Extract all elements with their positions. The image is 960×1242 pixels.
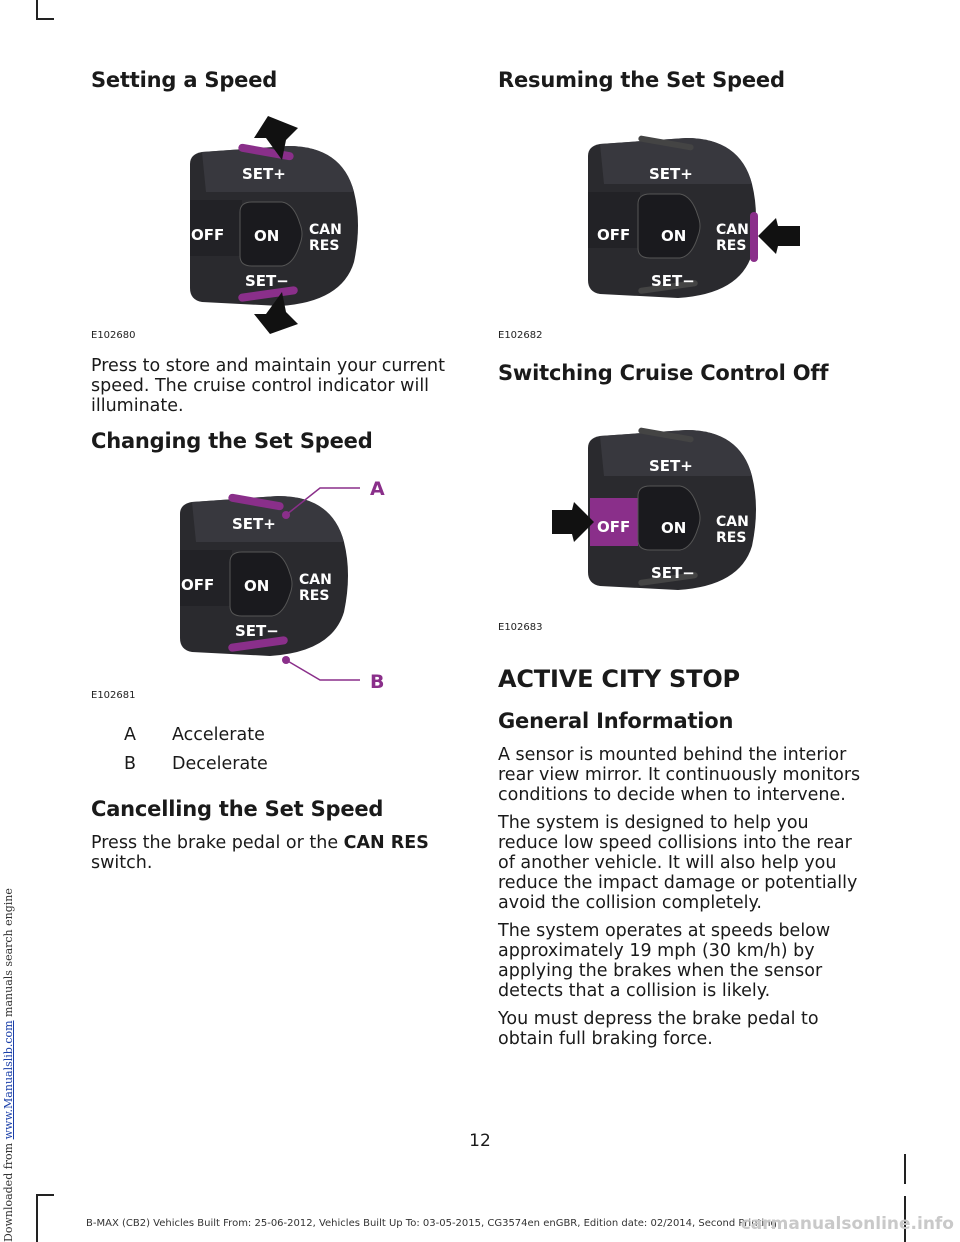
set-plus-label: SET+ [232, 515, 276, 533]
figure-id: E102682 [498, 330, 543, 341]
watermark: carmanualsonline.info [740, 1214, 954, 1234]
callout-a: A [370, 478, 385, 500]
heading-setting-speed: Setting a Speed [91, 68, 278, 92]
legend-key: B [124, 754, 137, 774]
figure-change-speed [170, 470, 400, 695]
set-plus-label: SET+ [649, 165, 693, 183]
res-label: RES [716, 238, 747, 254]
can-label: CAN [716, 514, 749, 530]
page-number: 12 [469, 1131, 491, 1151]
heading-changing-speed: Changing the Set Speed [91, 429, 373, 453]
figure-cruise-off [550, 412, 780, 612]
side-download-note: Downloaded from www.Manualslib.com manuals search engine [2, 888, 15, 1242]
off-label: OFF [597, 226, 631, 244]
legend-value: Decelerate [172, 754, 268, 774]
set-minus-label: SET− [245, 272, 289, 290]
off-label: OFF [181, 576, 215, 594]
on-label: ON [254, 227, 280, 245]
figure-set-speed [170, 112, 370, 337]
set-plus-label: SET+ [649, 457, 693, 475]
footer-text: B-MAX (CB2) Vehicles Built From: 25-06-2012, Vehicles Built Up To: 03-05-2015, CG3574en enGBR, Edition date: 02/2014, Second Printing [86, 1218, 777, 1229]
figure-id: E102681 [91, 690, 136, 701]
set-minus-label: SET− [651, 272, 695, 290]
paragraph-setting: Press to store and maintain your current speed. The cruise control indicator will illuminate. [91, 356, 445, 416]
heading-switching-off: Switching Cruise Control Off [498, 361, 829, 385]
paragraph-3: The system operates at speeds below approximately 19 mph (30 km/h) by applying the brakes when the sensor detects that a collision is likely. [498, 921, 831, 1001]
res-label: RES [299, 588, 330, 604]
crop-mark [36, 1194, 38, 1242]
paragraph-cancelling: Press the brake pedal or the CAN RES switch. [91, 833, 429, 873]
crop-mark [36, 1194, 54, 1196]
heading-cancelling-speed: Cancelling the Set Speed [91, 797, 384, 821]
arrow-icon [758, 218, 800, 254]
res-label: RES [309, 238, 340, 254]
crop-mark [904, 1154, 906, 1184]
arrow-icon [552, 502, 594, 542]
off-label: OFF [597, 518, 631, 536]
heading-resuming-speed: Resuming the Set Speed [498, 68, 785, 92]
can-label: CAN [299, 572, 332, 588]
figure-id: E102680 [91, 330, 136, 341]
set-minus-label: SET− [235, 622, 279, 640]
set-minus-label: SET− [651, 564, 695, 582]
heading-active-city-stop: ACTIVE CITY STOP [498, 665, 740, 693]
set-plus-label: SET+ [242, 165, 286, 183]
legend-value: Accelerate [172, 725, 265, 745]
paragraph-2: The system is designed to help you reduce low speed collisions into the rear of another vehicle. It will also help you reduce the impact damage or potentially avoid the collision completely. [498, 813, 858, 913]
can-res-emphasis: CAN RES [343, 833, 429, 853]
figure-id: E102683 [498, 622, 543, 633]
paragraph-4: You must depress the brake pedal to obtain full braking force. [498, 1009, 819, 1049]
on-label: ON [661, 519, 687, 537]
figure-resume-speed [578, 120, 808, 320]
on-label: ON [661, 227, 687, 245]
off-label: OFF [191, 226, 225, 244]
on-label: ON [244, 577, 270, 595]
legend-key: A [124, 725, 136, 745]
manualslib-link[interactable]: www.Manualslib.com [2, 1020, 15, 1140]
crop-mark [36, 18, 54, 20]
crop-mark [36, 0, 38, 18]
heading-general-information: General Information [498, 709, 734, 733]
res-label: RES [716, 530, 747, 546]
can-label: CAN [309, 222, 342, 238]
callout-b: B [370, 671, 385, 693]
can-label: CAN [716, 222, 749, 238]
paragraph-1: A sensor is mounted behind the interior rear view mirror. It continuously monitors conditions to decide when to intervene. [498, 745, 861, 805]
